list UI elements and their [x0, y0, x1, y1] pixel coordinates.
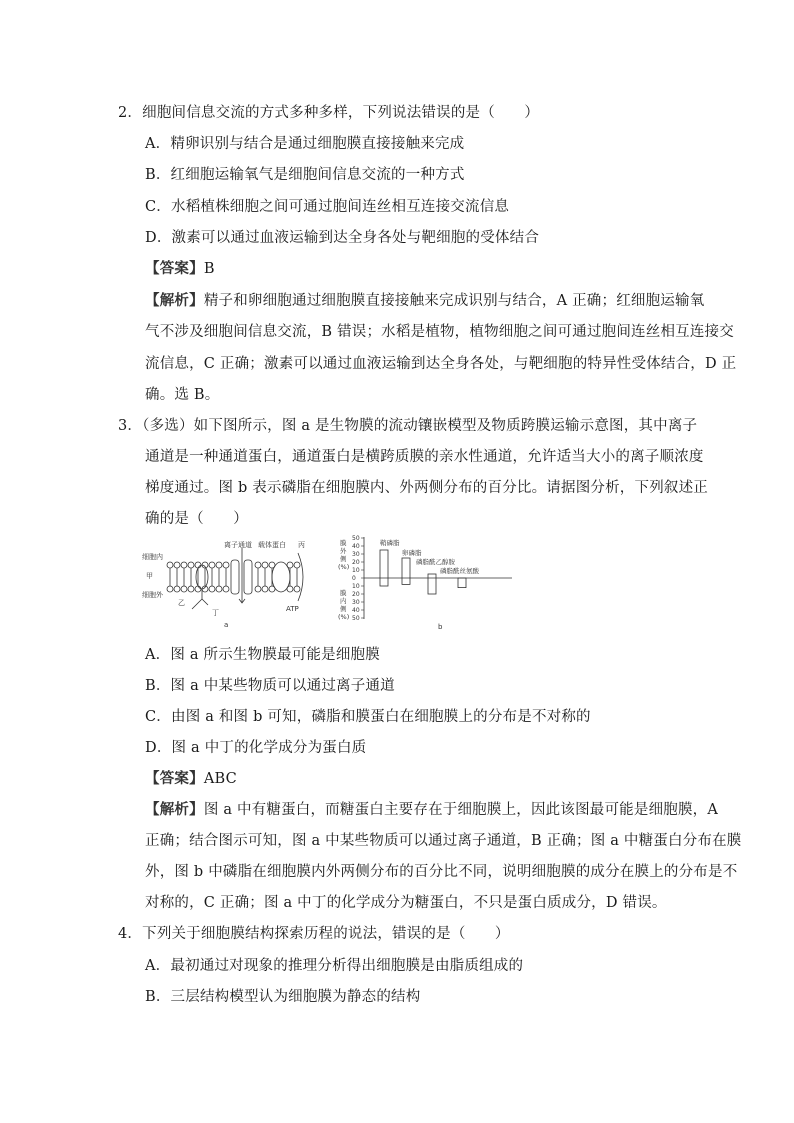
y-tick-label: 20 [352, 591, 360, 598]
label-yi: 乙 [178, 599, 185, 607]
analysis-tag: 【解析】 [145, 801, 204, 818]
carrier-arrow [298, 553, 303, 601]
label-bing: 丙 [298, 541, 305, 549]
label-jia: 甲 [146, 572, 153, 580]
series-label: 鞘磷脂 [380, 539, 400, 547]
q3-analysis-line-2: 正确；结合图示可知，图 a 中某些物质可以通过离子通道，B 正确；图 a 中糖蛋白分布在膜 [145, 833, 742, 849]
bar-0 [380, 550, 388, 586]
label-outside: 细胞外 [142, 591, 163, 599]
y-tick-label: 40 [352, 607, 360, 614]
y-label-top-4: (%) [338, 563, 350, 571]
label-a: a [224, 621, 229, 629]
series-label: 卵磷脂 [402, 549, 422, 557]
q3-option-c: C．由图 a 和图 b 可知，磷脂和膜蛋白在细胞膜上的分布是不对称的 [145, 709, 591, 725]
label-atp: ATP [286, 605, 299, 613]
carrier-protein [272, 562, 290, 592]
q3-stem-line-2: 通道是一种通道蛋白，通道蛋白是横跨质膜的亲水性通道，允许适当大小的离子顺浓度 [145, 449, 704, 465]
y-label-top-1: 膜 [340, 539, 347, 547]
y-label-bottom-4: (%) [338, 613, 350, 621]
q3-stem-line-1: 3．（多选）如下图所示，图 a 是生物膜的流动镶嵌模型及物质跨膜运输示意图，其中离子 [118, 418, 698, 434]
bar-1 [402, 558, 410, 584]
y-label-bottom-2: 内 [340, 597, 347, 605]
q2-analysis-line-2: 气不涉及细胞间信息交流，B 错误；水稻是植物，植物细胞之间可通过胞间连丝相互连接交 [145, 324, 734, 340]
bar-2 [428, 574, 436, 594]
y-tick-label: 20 [352, 559, 360, 566]
y-axis-label-bottom [338, 588, 349, 621]
label-inside: 细胞内 [142, 553, 163, 561]
q2-analysis-line-4: 确。选 B。 [145, 387, 220, 403]
y-tick-label: 30 [352, 599, 360, 606]
analysis-tag: 【解析】 [145, 292, 204, 309]
y-label-top-2: 外 [340, 547, 347, 555]
y-tick-label: 30 [352, 551, 360, 558]
q2-option-d: D．激素可以通过血液运输到达全身各处与靶细胞的受体结合 [145, 230, 540, 246]
membrane-diagrams [140, 533, 520, 633]
phospholipid-heads-bottom [167, 586, 300, 592]
q2-analysis-line-1 [145, 291, 704, 311]
q3-analysis-line-3: 外，图 b 中磷脂在细胞膜内外两侧分布的百分比不同，说明细胞膜的成分在膜上的分布是不 [145, 864, 738, 880]
label-ion-channel: 离子通道 [224, 541, 252, 549]
answer-tag: 【答案】 [145, 770, 204, 787]
series-labels [380, 538, 480, 575]
figure-a [167, 548, 303, 609]
ion-channel-right [244, 560, 252, 594]
q2-option-a: A．精卵识别与结合是通过细胞膜直接接触来完成 [145, 136, 465, 152]
y-tick-label: 40 [352, 543, 360, 550]
label-carrier: 载体蛋白 [258, 541, 286, 549]
y-axis-label-top [338, 538, 349, 571]
q3-analysis-line-1 [145, 800, 718, 820]
label-b: b [438, 623, 443, 631]
series-label: 磷脂酰乙醇胺 [416, 558, 455, 566]
y-tick-label: 50 [352, 535, 360, 542]
q2-analysis-line-3: 流信息，C 正确；激素可以通过血液运输到达全身各处，与靶细胞的特异性受体结合，D 正 [145, 356, 737, 372]
analysis-text: 精子和卵细胞通过细胞膜直接接触来完成识别与结合，A 正确；红细胞运输氧 [203, 293, 705, 309]
y-tick-label: 10 [352, 567, 360, 574]
q3-stem-line-3: 梯度通过。图 b 表示磷脂在细胞膜内、外两侧分布的百分比。请据图分析，下列叙述正 [145, 480, 708, 496]
phospholipid-heads-top [167, 562, 300, 568]
answer-tag: 【答案】 [145, 260, 204, 277]
y-label-bottom-3: 侧 [340, 605, 347, 613]
q3-answer [145, 769, 237, 789]
q3-figure [140, 533, 520, 633]
q3-option-d: D．图 a 中丁的化学成分为蛋白质 [145, 740, 367, 756]
q3-option-a: A．图 a 所示生物膜最可能是细胞膜 [145, 647, 380, 663]
q2-answer [145, 259, 215, 279]
y-tick-label: 0 [352, 575, 356, 582]
y-tick-label: 10 [352, 583, 360, 590]
label-ding: 丁 [212, 609, 219, 617]
q2-stem: 2．细胞间信息交流的方式多种多样，下列说法错误的是（ ） [118, 105, 540, 121]
q2-option-b: B．红细胞运输氧气是细胞间信息交流的一种方式 [145, 167, 465, 183]
y-tick-label: 50 [352, 615, 360, 622]
q4-option-a: A．最初通过对现象的推理分析得出细胞膜是由脂质组成的 [145, 958, 524, 974]
answer-value: ABC [203, 771, 237, 787]
q4-stem: 4．下列关于细胞膜结构探索历程的说法，错误的是（ ） [118, 926, 510, 942]
series-label: 磷脂酰丝氨酸 [440, 567, 479, 575]
ion-channel-left [231, 560, 239, 594]
q2-option-c: C．水稻植株细胞之间可通过胞间连丝相互连接交流信息 [145, 199, 510, 215]
q3-analysis-line-4: 对称的，C 正确；图 a 中丁的化学成分为糖蛋白，不只是蛋白质成分，D 错误。 [145, 895, 667, 911]
q3-stem-line-4: 确的是（ ） [145, 511, 248, 527]
q3-option-b: B．图 a 中某些物质可以通过离子通道 [145, 678, 395, 694]
figure-b [338, 535, 512, 631]
bar-3 [458, 578, 466, 588]
y-label-bottom-1: 膜 [340, 589, 347, 597]
answer-value: B [203, 261, 215, 277]
y-label-top-3: 侧 [340, 555, 347, 563]
analysis-text: 图 a 中有糖蛋白，而糖蛋白主要存在于细胞膜上，因此该图最可能是细胞膜，A [203, 802, 719, 818]
y-ticks [352, 535, 364, 622]
q4-option-b: B．三层结构模型认为细胞膜为静态的结构 [145, 989, 421, 1005]
